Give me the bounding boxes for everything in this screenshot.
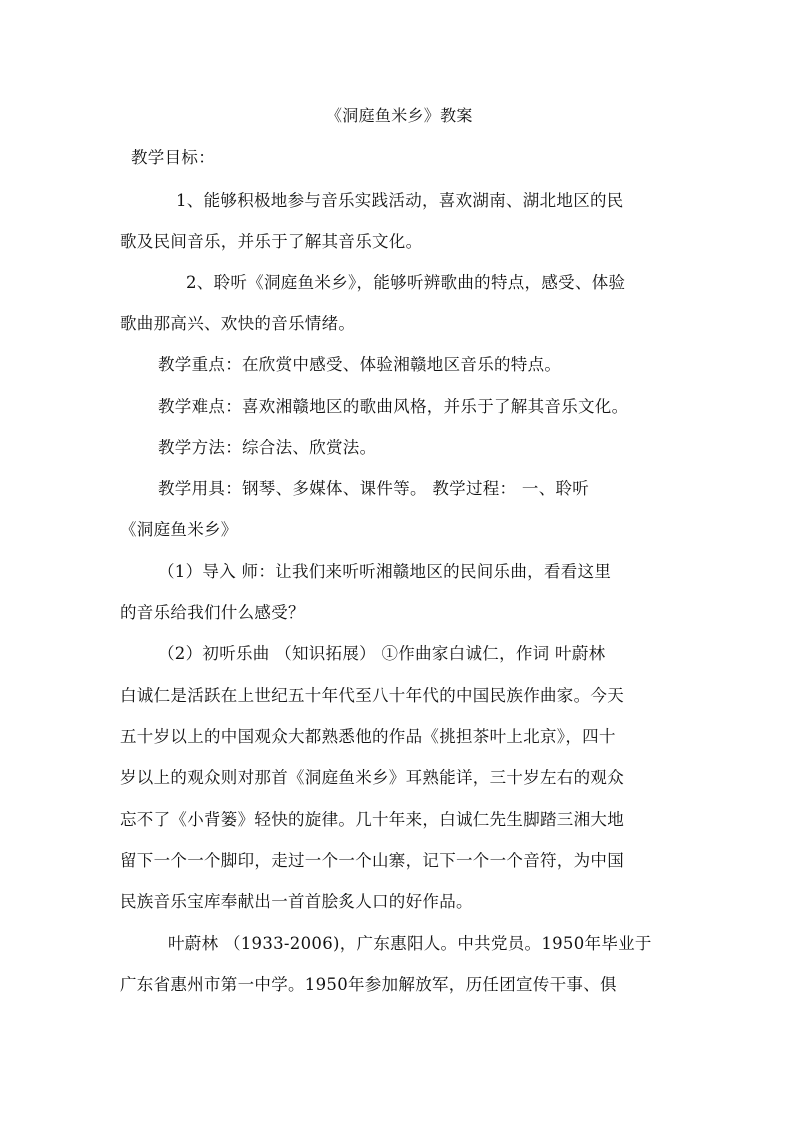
paragraph-line: 留下一个一个脚印，走过一个一个山寨，记下一个一个音符，为中国 [120, 851, 624, 870]
paragraph-line: 白诚仁是活跃在上世纪五十年代至八十年代的中国民族作曲家。今天 [120, 686, 624, 705]
paragraph-line: 教学用具：钢琴、多媒体、课件等。 教学过程： 一、聆听 [158, 479, 590, 498]
paragraph-line: 的音乐给我们什么感受？ [120, 603, 305, 622]
paragraph-line: 民族音乐宝库奉献出一首首脍炙人口的好作品。 [120, 892, 473, 911]
paragraph-line: 1、能够积极地参与音乐实践活动，喜欢湖南、湖北地区的民 [176, 191, 624, 210]
paragraph-line: （2）初听乐曲 （知识拓展） ①作曲家白诚仁，作词 叶蔚林 [158, 644, 606, 663]
paragraph-line: （1）导入 师：让我们来听听湘赣地区的民间乐曲，看看这里 [158, 562, 612, 581]
paragraph-line: 教学方法：综合法、欣赏法。 [158, 438, 377, 457]
paragraph-line: 教学难点：喜欢湘赣地区的歌曲风格，并乐于了解其音乐文化。 [158, 397, 629, 416]
paragraph-line: 教学重点：在欣赏中感受、体验湘赣地区音乐的特点。 [158, 355, 562, 374]
paragraph-line: 岁以上的观众则对那首《洞庭鱼米乡》耳熟能详，三十岁左右的观众 [120, 768, 624, 787]
paragraph-line: 2、聆听《洞庭鱼米乡》，能够听辨歌曲的特点，感受、体验 [186, 273, 626, 292]
paragraph-line: 《洞庭鱼米乡》 [120, 520, 238, 539]
paragraph-line: 歌及民间音乐，并乐于了解其音乐文化。 [120, 232, 423, 251]
document-title: 《洞庭鱼米乡》教案 [326, 106, 473, 125]
paragraph-line: 忘不了《小背篓》轻快的旋律。几十年来，白诚仁先生脚踏三湘大地 [120, 810, 624, 829]
paragraph-line: 歌曲那高兴、欢快的音乐情绪。 [120, 314, 356, 333]
paragraph-line: 叶蔚林 （1933-2006)，广东惠阳人。中共党员。1950年毕业于 [168, 934, 652, 953]
paragraph-line: 五十岁以上的中国观众大都熟悉他的作品《挑担茶叶上北京》，四十 [120, 727, 616, 746]
paragraph-line: 广东省惠州市第一中学。1950年参加解放军，历任团宣传干事、俱 [120, 975, 617, 994]
section-heading-objectives: 教学目标： [131, 148, 215, 167]
